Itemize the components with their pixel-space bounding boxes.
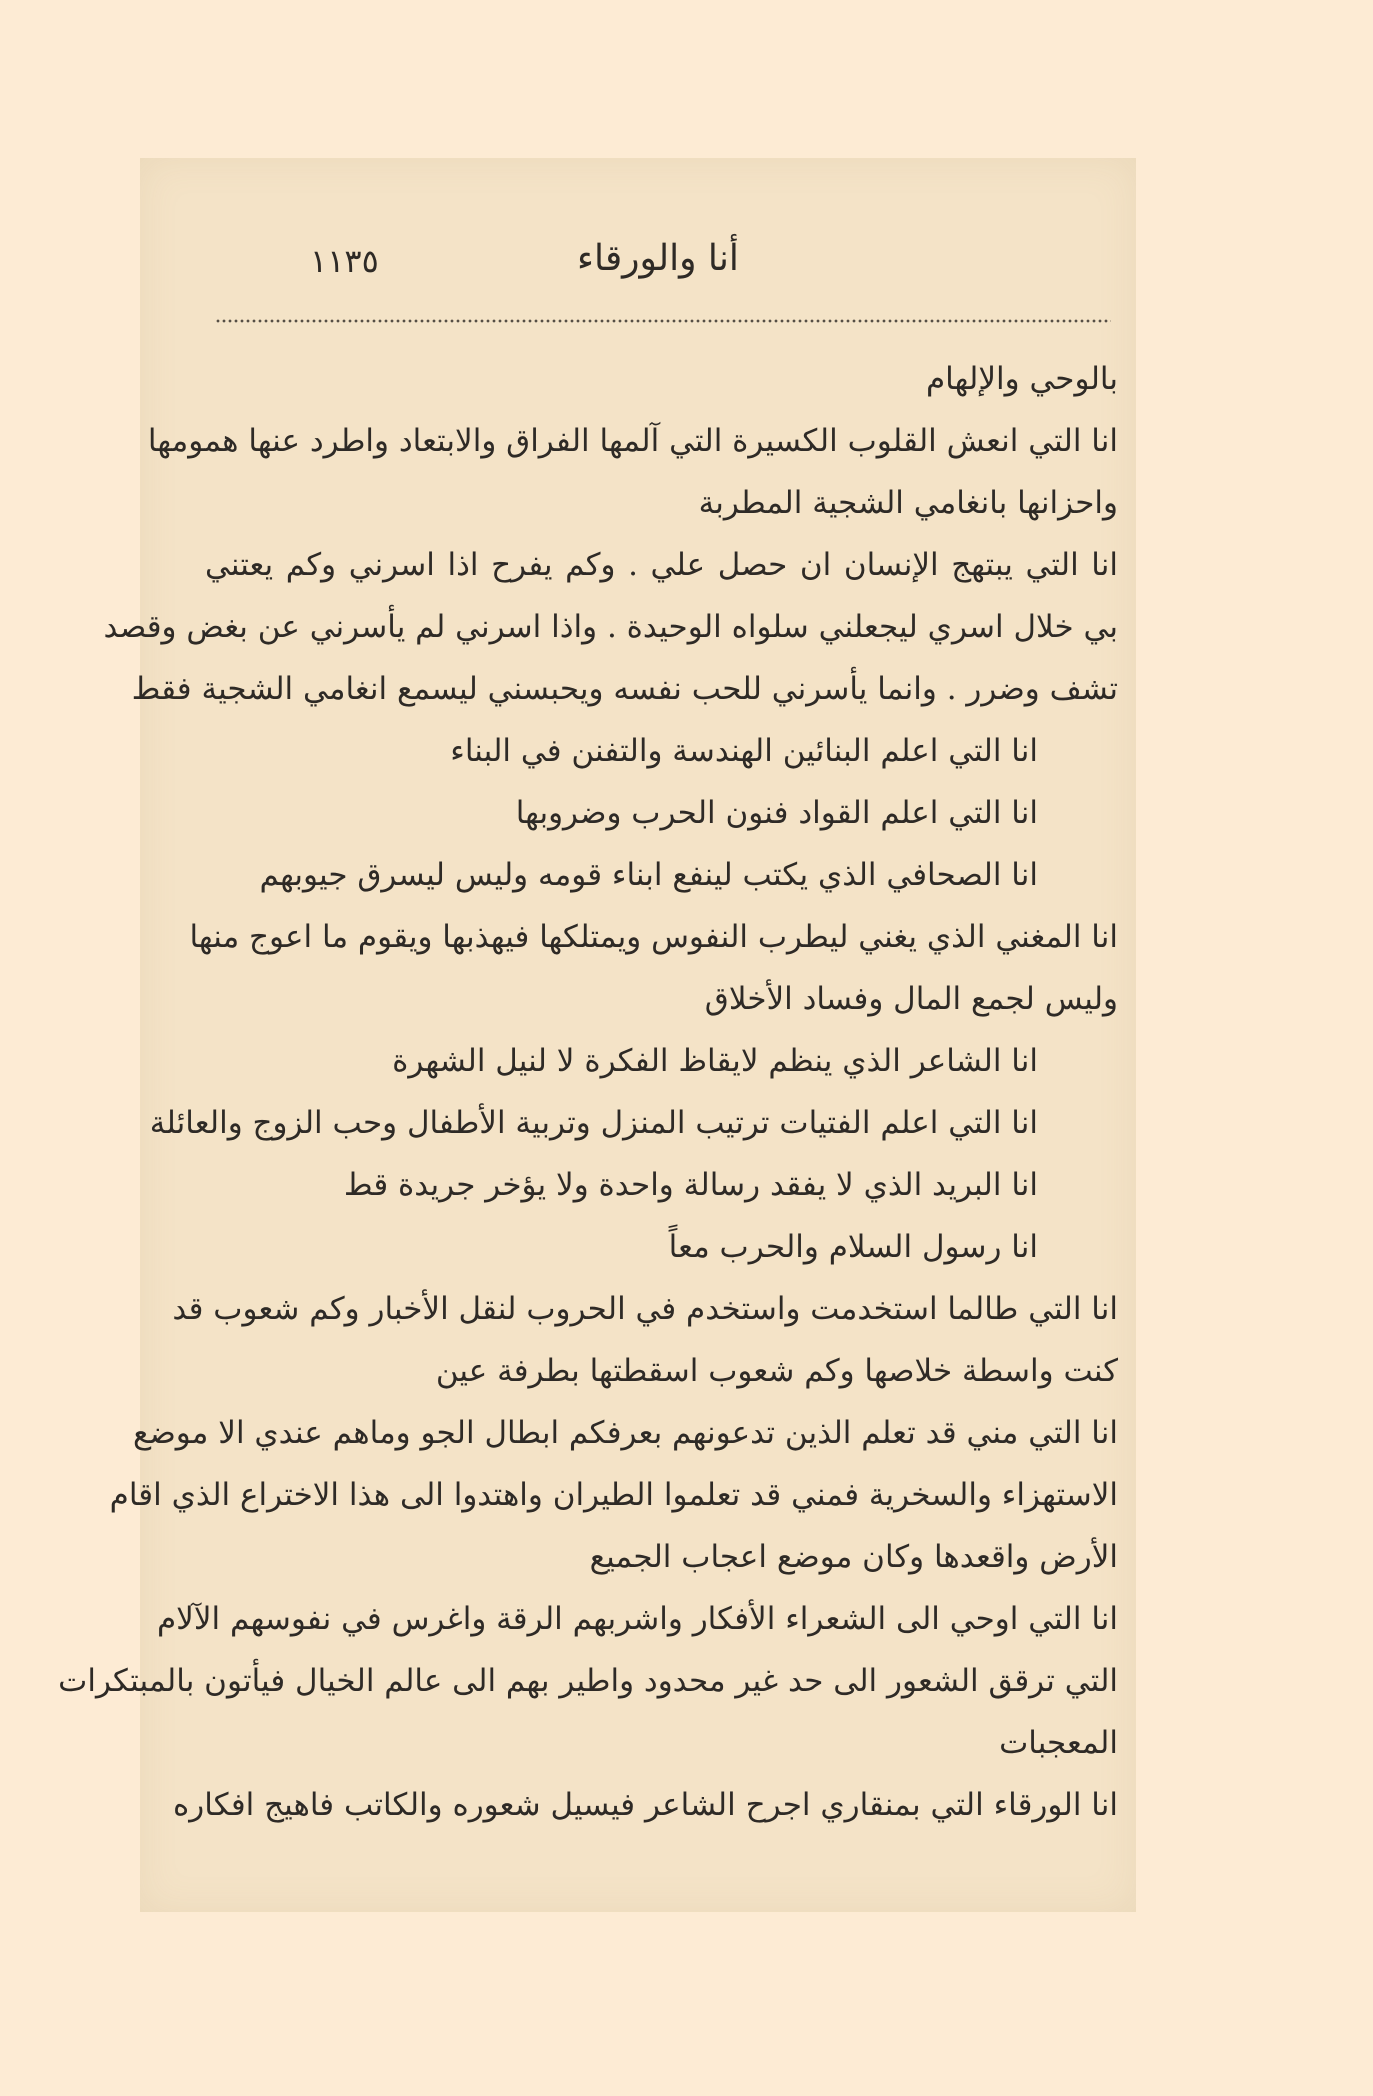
running-title: أنا والورقاء	[577, 238, 739, 279]
text-line: كنت واسطة خلاصها وكم شعوب اسقطتها بطرفة عين	[435, 1353, 1118, 1389]
header-rule	[215, 318, 1111, 324]
text-line: انا التي اعلم القواد فنون الحرب وضروبها	[515, 795, 1038, 831]
text-line: انا التي اعلم الفتيات ترتيب المنزل وتربية الأطفال وحب الزوج والعائلة	[149, 1105, 1038, 1141]
page-body-text	[58, 348, 1118, 1836]
text-line: واحزانها بانغامي الشجية المطربة	[698, 485, 1118, 521]
text-line: انا الورقاء التي بمنقاري اجرح الشاعر فيسيل شعوره والكاتب فاهيج افكاره	[173, 1787, 1118, 1823]
text-line: انا البريد الذي لا يفقد رسالة واحدة ولا يؤخر جريدة قط	[343, 1167, 1038, 1203]
text-line: انا المغني الذي يغني ليطرب النفوس ويمتلكها فيهذبها ويقوم ما اعوج منها	[189, 919, 1118, 955]
running-header	[210, 238, 1106, 298]
book-page	[58, 158, 1136, 1912]
text-line: الاستهزاء والسخرية فمني قد تعلموا الطيران واهتدوا الى هذا الاختراع الذي اقام	[109, 1477, 1118, 1513]
text-line: انا الصحافي الذي يكتب لينفع ابناء قومه وليس ليسرق جيوبهم	[259, 857, 1038, 893]
text-line: بالوحي والإلهام	[925, 361, 1118, 397]
text-line: انا التي طالما استخدمت واستخدم في الحروب لنقل الأخبار وكم شعوب قد	[172, 1291, 1118, 1327]
text-line: انا الشاعر الذي ينظم لايقاظ الفكرة لا لنيل الشهرة	[392, 1043, 1038, 1079]
text-line: المعجبات	[999, 1725, 1118, 1761]
text-line: انا التي اوحي الى الشعراء الأفكار واشربهم الرقة واغرس في نفوسهم الآلام	[156, 1601, 1118, 1637]
text-line: تشف وضرر . وانما يأسرني للحب نفسه ويحبسني ليسمع انغامي الشجية فقط	[131, 671, 1118, 707]
text-line: وليس لجمع المال وفساد الأخلاق	[704, 981, 1118, 1017]
text-line: انا التي يبتهج الإنسان ان حصل علي . وكم يفرح اذا اسرني وكم يعتني	[205, 547, 1118, 583]
text-line: انا التي اعلم البنائين الهندسة والتفنن في البناء	[450, 733, 1038, 769]
text-line: بي خلال اسري ليجعلني سلواه الوحيدة . واذا اسرني لم يأسرني عن بغض وقصد	[103, 609, 1118, 645]
page-number: ١١٣٥	[310, 242, 379, 280]
text-line: انا التي انعش القلوب الكسيرة التي آلمها الفراق والابتعاد واطرد عنها همومها	[147, 423, 1118, 459]
text-line: انا رسول السلام والحرب معاً	[668, 1229, 1038, 1265]
text-line: التي ترقق الشعور الى حد غير محدود واطير بهم الى عالم الخيال فيأتون بالمبتكرات	[58, 1663, 1118, 1699]
text-line: الأرض واقعدها وكان موضع اعجاب الجميع	[589, 1539, 1118, 1575]
text-line: انا التي مني قد تعلم الذين تدعونهم بعرفكم ابطال الجو وماهم عندي الا موضع	[132, 1415, 1118, 1451]
